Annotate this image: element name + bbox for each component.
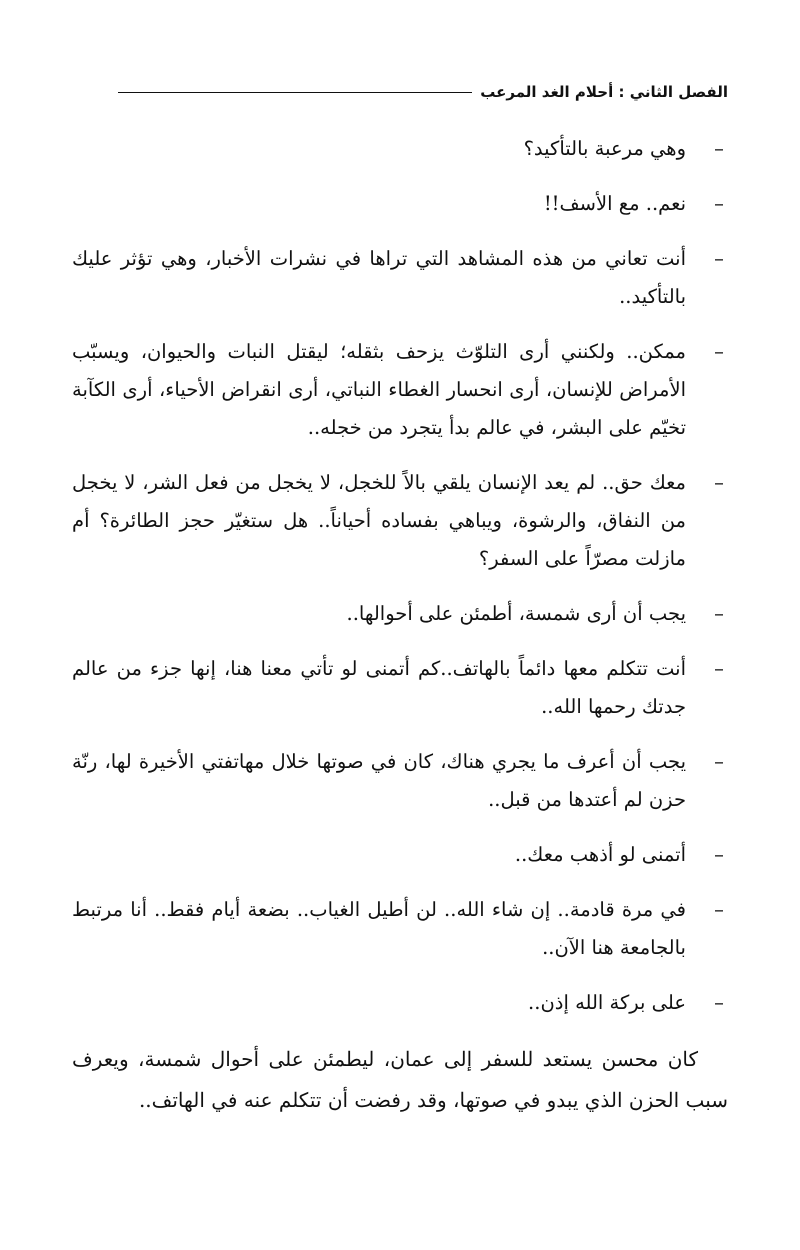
dialogue-list [72, 130, 728, 1022]
dialogue-line [72, 130, 728, 168]
dialogue-dash: – [714, 657, 724, 680]
dialogue-dash: – [714, 340, 724, 363]
running-header [118, 78, 728, 106]
dialogue-line [72, 185, 728, 223]
page-content [72, 130, 728, 1121]
book-page [72, 0, 728, 1250]
dialogue-text: يجب أن أرى شمسة، أطمئن على أحوالها.. [346, 602, 686, 625]
dialogue-line [72, 743, 728, 819]
dialogue-dash: – [714, 471, 724, 494]
dialogue-dash: – [714, 247, 724, 270]
dialogue-line [72, 984, 728, 1022]
dialogue-text: في مرة قادمة.. إن شاء الله.. لن أطيل الغياب.. بضعة أيام فقط.. أنا مرتبط بالجامعة هنا الآن.. [72, 898, 686, 959]
dialogue-line [72, 333, 728, 447]
dialogue-text: أنت تعاني من هذه المشاهد التي تراها في نشرات الأخبار، وهي تؤثر عليك بالتأكيد.. [72, 247, 686, 308]
dialogue-dash: – [714, 137, 724, 160]
dialogue-text: ممكن.. ولكنني أرى التلوّث يزحف بثقله؛ ليقتل النبات والحيوان، ويسبّب الأمراض للإنسان، أرى انحسار الغطاء النباتي، أرى انقراض الأحياء، أرى الكآبة تخيّم على البشر، في عالم بدأ يتجرد من خجله.. [72, 340, 686, 439]
dialogue-dash: – [714, 843, 724, 866]
dialogue-line [72, 240, 728, 316]
narrative-paragraph: كان محسن يستعد للسفر إلى عمان، ليطمئن على أحوال شمسة، ويعرف سبب الحزن الذي يبدو في صوتها، وقد رفضت أن تتكلم عنه في الهاتف.. [72, 1047, 728, 1112]
dialogue-dash: – [714, 602, 724, 625]
dialogue-text: أنت تتكلم معها دائماً بالهاتف..كم أتمنى لو تأتي معنا هنا، إنها جزء من عالم جدتك رحمها الله.. [72, 657, 686, 718]
dialogue-text: أتمنى لو أذهب معك.. [514, 843, 686, 866]
header-rule [118, 92, 472, 93]
dialogue-text: يجب أن أعرف ما يجري هناك، كان في صوتها خلال مهاتفتي الأخيرة لها، رنّة حزن لم أعتدها من قبل.. [72, 750, 686, 811]
dialogue-dash: – [714, 898, 724, 921]
dialogue-text: معك حق.. لم يعد الإنسان يلقي بالاً للخجل، لا يخجل من فعل الشر، لا يخجل من النفاق، والرشوة، ويباهي بفساده أحياناً.. هل ستغيّر حجز الطائرة؟ أم مازلت مصرّاً على السفر؟ [72, 471, 686, 570]
chapter-title: الفصل الثاني : أحلام الغد المرعب [480, 83, 728, 101]
dialogue-line [72, 650, 728, 726]
dialogue-text: على بركة الله إذن.. [528, 991, 686, 1014]
dialogue-dash: – [714, 750, 724, 773]
dialogue-line [72, 595, 728, 633]
dialogue-dash: – [714, 991, 724, 1014]
dialogue-text: وهي مرعبة بالتأكيد؟ [523, 137, 686, 160]
dialogue-line [72, 836, 728, 874]
dialogue-text: نعم.. مع الأسف!! [543, 192, 686, 215]
dialogue-dash: – [714, 192, 724, 215]
dialogue-line [72, 891, 728, 967]
dialogue-line [72, 464, 728, 578]
